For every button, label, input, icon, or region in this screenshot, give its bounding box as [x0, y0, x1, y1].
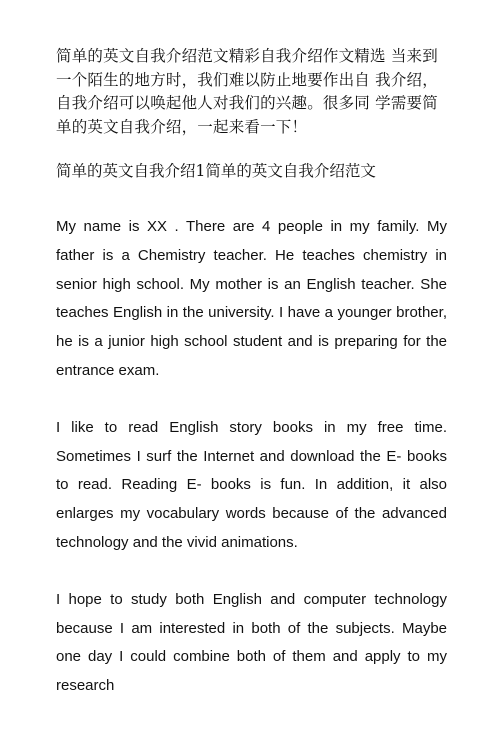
body-paragraph-goals: I hope to study both English and computer technology because I am interested in both of the subjects. Maybe one day I could combine both of them and apply to my research	[56, 590, 447, 695]
body-paragraph-hobbies: I like to read English story books in my free time. Sometimes I surf the Internet and download the E- books to read. Reading E- books is fun. In addition, it also enlarges my vocabulary words because of the advanced technology and the vivid animations.	[56, 418, 447, 551]
section-heading: 简单的英文自我介绍1简单的英文自我介绍范文	[56, 162, 376, 180]
intro-paragraph: 简单的英文自我介绍范文精彩自我介绍作文精选 当来到一个陌生的地方时，我们难以防止地要作出自 我介绍，自我介绍可以唤起他人对我们的兴趣。很多同 学需要简单的英文自我介绍，一起来看一下！	[56, 47, 438, 136]
body-paragraph-family: My name is XX . There are 4 people in my family. My father is a Chemistry teacher. He teaches chemistry in senior high school. My mother is an English teacher. She teaches English in the university. I have a younger brother, he is a junior high school student and is preparing for the entrance exam.	[56, 218, 447, 379]
